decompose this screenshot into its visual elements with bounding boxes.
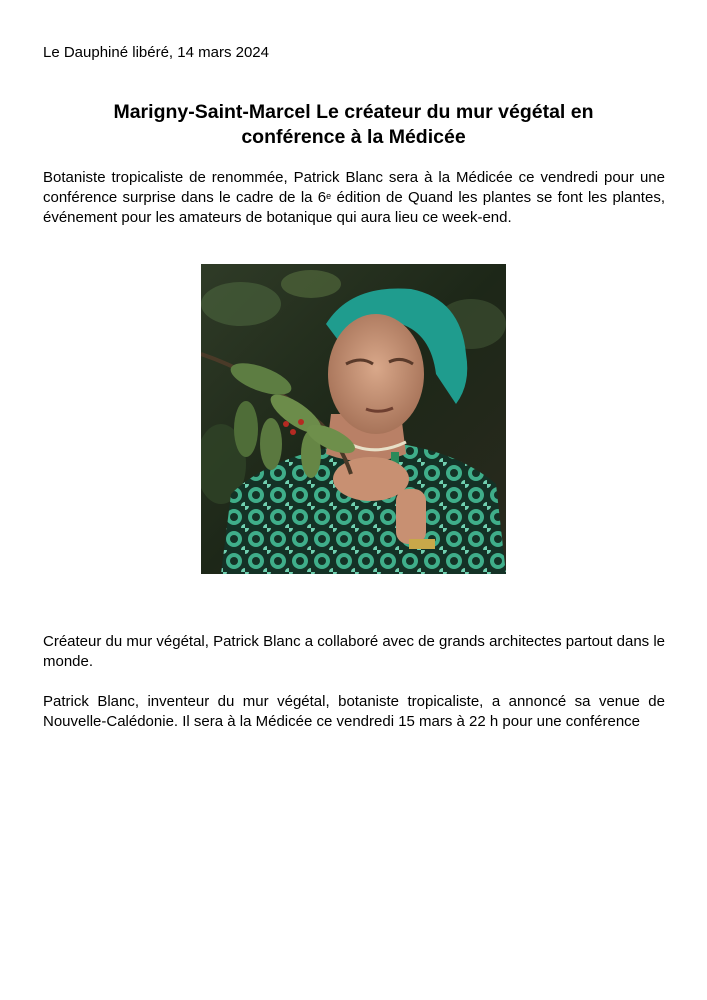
headline-line-1: Marigny-Saint-Marcel Le créateur du mur végétal en xyxy=(113,101,594,123)
headline-line-2: conférence à la Médicée xyxy=(241,126,466,148)
article-paragraph: Créateur du mur végétal, Patrick Blanc a collaboré avec de grands architectes partout dans le monde. xyxy=(43,633,666,670)
lead-text-end: édition de Quand les plantes se font les plantes, événement pour les amateurs de botanique qui aura lieu ce week-end. xyxy=(43,189,665,226)
article-lead xyxy=(43,168,665,228)
article-paragraph: Patrick Blanc, inventeur du mur végétal, botaniste tropicaliste, a annoncé sa venue de Nouvelle-Calédonie. Il sera à la Médicée ce vendredi 15 mars à 22 h pour une conférence xyxy=(43,693,665,730)
lead-text-start: Botaniste tropicaliste de renommée, Patrick Blanc sera à la Médicée ce vendredi pour une conférence surprise dans le cadre de la 6 xyxy=(43,169,665,206)
article-headline xyxy=(60,100,647,150)
portrait-photo xyxy=(201,264,506,574)
ordinal-superscript: e xyxy=(326,191,332,201)
newspaper-source-date: Le Dauphiné libéré, 14 mars 2024 xyxy=(43,44,269,61)
